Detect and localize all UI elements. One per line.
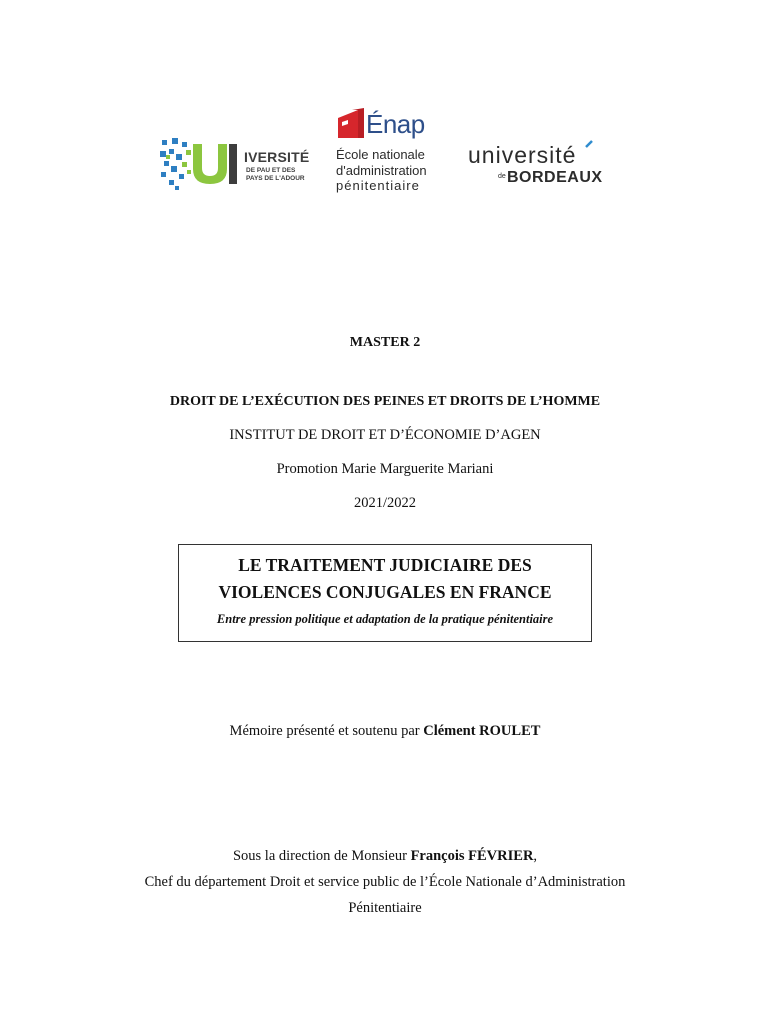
enap-logo-line-2: d'administration bbox=[336, 163, 427, 178]
university-bordeaux-logo bbox=[466, 142, 616, 192]
pau-pixel-mark-icon bbox=[158, 134, 244, 194]
enap-logo-word: Énap bbox=[366, 109, 425, 139]
pau-logo-subline-2: PAYS DE L'ADOUR bbox=[246, 175, 305, 182]
thesis-subtitle: Entre pression politique et adaptation de la pratique pénitentiaire bbox=[216, 612, 554, 626]
degree-label: MASTER 2 bbox=[349, 335, 421, 350]
academic-year: 2021/2022 bbox=[353, 495, 417, 511]
enap-building-icon bbox=[336, 108, 366, 142]
institute-name: INSTITUT DE DROIT ET D’ÉCONOMIE D’AGEN bbox=[229, 427, 541, 443]
supervisor-role-line-2: Pénitentiaire bbox=[348, 900, 422, 916]
bordeaux-logo-word: université bbox=[468, 142, 577, 168]
supervisor-name: François FÉVRIER bbox=[410, 848, 534, 864]
pau-logo-word: IVERSITÉ bbox=[244, 149, 310, 165]
supervisor-suffix: , bbox=[533, 848, 538, 864]
enap-logo-line-1: École nationale bbox=[336, 147, 425, 162]
thesis-title-box bbox=[178, 544, 592, 642]
enap-logo-line-3: pénitentiaire bbox=[336, 178, 420, 193]
author-name: Clément ROULET bbox=[423, 723, 541, 739]
author-line bbox=[0, 723, 770, 740]
pau-logo-subline-1: DE PAU ET DES bbox=[246, 167, 296, 174]
author-prefix: Mémoire présenté et soutenu par bbox=[229, 723, 424, 739]
bordeaux-logo-city: BORDEAUX bbox=[507, 169, 603, 186]
supervisor-role-line-1: Chef du département Droit et service public de l’École Nationale d’Administration bbox=[144, 874, 626, 890]
enap-logo bbox=[334, 106, 444, 194]
promotion-name: Promotion Marie Marguerite Mariani bbox=[276, 461, 494, 477]
bordeaux-accent-icon bbox=[584, 140, 594, 148]
bordeaux-logo-de: de bbox=[498, 173, 506, 180]
supervisor-line bbox=[0, 848, 770, 865]
thesis-title-line-2: VIOLENCES CONJUGALES EN FRANCE bbox=[218, 582, 552, 602]
program-title: DROIT DE L’EXÉCUTION DES PEINES ET DROITS DE L’HOMME bbox=[169, 394, 601, 409]
thesis-title-line-1: LE TRAITEMENT JUDICIAIRE DES bbox=[238, 555, 532, 575]
supervisor-prefix: Sous la direction de Monsieur bbox=[232, 848, 411, 864]
university-pau-logo bbox=[158, 134, 313, 194]
